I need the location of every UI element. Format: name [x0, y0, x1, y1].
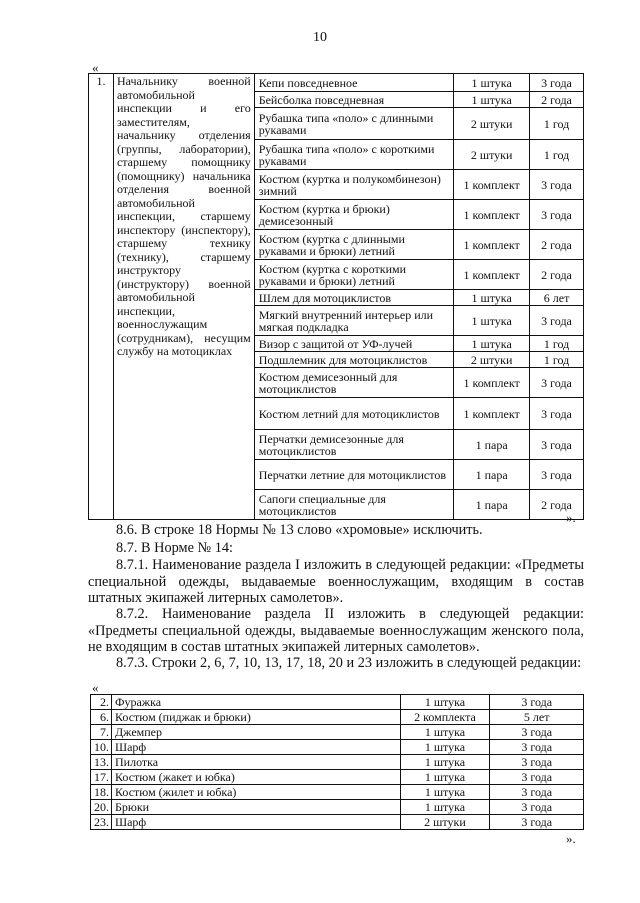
qty-cell: 2 штуки — [454, 140, 530, 170]
qty-cell: 1 штука — [454, 92, 530, 108]
item-cell: Шарф — [112, 815, 401, 830]
qty-cell: 1 штука — [400, 785, 490, 800]
row-number: 6. — [91, 710, 112, 725]
term-cell: 2 года — [530, 490, 584, 520]
item-cell: Костюм (куртка и брюки) демисезонный — [254, 200, 453, 230]
row-number: 13. — [91, 755, 112, 770]
term-cell: 3 года — [530, 200, 584, 230]
row-number: 20. — [91, 800, 112, 815]
item-cell: Брюки — [112, 800, 401, 815]
quote-open: « — [92, 680, 99, 695]
qty-cell: 1 штука — [400, 800, 490, 815]
term-cell: 1 год — [530, 352, 584, 368]
item-cell: Фуражка — [112, 695, 401, 710]
term-cell: 2 года — [530, 230, 584, 260]
qty-cell: 1 штука — [454, 336, 530, 352]
item-cell: Рубашка типа «поло» с короткими рукавами — [254, 140, 453, 170]
item-cell: Рубашка типа «поло» с длинными рукавами — [254, 108, 453, 140]
qty-cell: 2 штуки — [454, 352, 530, 368]
item-cell: Джемпер — [112, 725, 401, 740]
term-cell: 2 года — [530, 260, 584, 290]
item-cell: Костюм (жилет и юбка) — [112, 785, 401, 800]
term-cell: 3 года — [530, 460, 584, 490]
term-cell: 3 года — [530, 170, 584, 200]
term-cell: 1 год — [530, 336, 584, 352]
term-cell: 3 года — [490, 740, 584, 755]
qty-cell: 1 штука — [454, 290, 530, 306]
item-cell: Костюм демисезонный для мотоциклистов — [254, 368, 453, 398]
qty-cell: 1 пара — [454, 460, 530, 490]
item-cell: Костюм (куртка с длинными рукавами и брюки) летний — [254, 230, 453, 260]
term-cell: 3 года — [490, 755, 584, 770]
qty-cell: 1 комплект — [454, 230, 530, 260]
row-number: 17. — [91, 770, 112, 785]
paragraph-8-6: 8.6. В строке 18 Нормы № 13 слово «хромовые» исключить. — [116, 522, 483, 538]
item-cell: Бейсболка повседневная — [254, 92, 453, 108]
replacement-rows-table — [90, 694, 584, 830]
term-cell: 3 года — [490, 815, 584, 830]
paragraph-8-7-3: 8.7.3. Строки 2, 6, 7, 10, 13, 17, 18, 20 и 23 изложить в следующей редакции: — [116, 655, 582, 671]
row-number: 10. — [91, 740, 112, 755]
item-cell: Подшлемник для мотоциклистов — [254, 352, 453, 368]
term-cell: 6 лет — [530, 290, 584, 306]
term-cell: 2 года — [530, 92, 584, 108]
qty-cell: 1 штука — [454, 74, 530, 92]
term-cell: 3 года — [530, 398, 584, 430]
item-cell: Пилотка — [112, 755, 401, 770]
qty-cell: 1 штука — [400, 770, 490, 785]
term-cell: 5 лет — [490, 710, 584, 725]
item-cell: Кепи повседневное — [254, 74, 453, 92]
clothing-norms-table — [88, 73, 584, 520]
item-cell: Костюм (куртка с короткими рукавами и брюки) летний — [254, 260, 453, 290]
term-cell: 3 года — [530, 368, 584, 398]
quote-close: ». — [566, 831, 576, 846]
qty-cell: 1 комплект — [454, 200, 530, 230]
item-cell: Костюм (куртка и полукомбинезон) зимний — [254, 170, 453, 200]
quote-open: « — [92, 60, 99, 75]
qty-cell: 1 комплект — [454, 260, 530, 290]
item-cell: Костюм (жакет и юбка) — [112, 770, 401, 785]
term-cell: 3 года — [490, 785, 584, 800]
page-number: 10 — [313, 30, 327, 45]
item-cell: Шлем для мотоциклистов — [254, 290, 453, 306]
term-cell: 3 года — [490, 800, 584, 815]
qty-cell: 1 комплект — [454, 170, 530, 200]
item-cell: Визор с защитой от УФ-лучей — [254, 336, 453, 352]
paragraph-8-7-1: 8.7.1. Наименование раздела I изложить в следующей редакции: «Предметы специальной одежды, выдаваемые военнослужащим, входящим в состав штатных экипажей литерных самолетов». — [88, 557, 584, 606]
row-number: 1. — [89, 74, 114, 520]
qty-cell: 1 комплект — [454, 398, 530, 430]
item-cell: Костюм (пиджак и брюки) — [112, 710, 401, 725]
row-number: 23. — [91, 815, 112, 830]
qty-cell: 1 пара — [454, 490, 530, 520]
term-cell: 3 года — [490, 770, 584, 785]
qty-cell: 2 комплекта — [400, 710, 490, 725]
term-cell: 3 года — [490, 695, 584, 710]
qty-cell: 2 штуки — [400, 815, 490, 830]
paragraph-8-7: 8.7. В Норме № 14: — [116, 540, 233, 556]
term-cell: 3 года — [530, 74, 584, 92]
term-cell: 3 года — [530, 430, 584, 460]
qty-cell: 1 штука — [400, 725, 490, 740]
row-number: 2. — [91, 695, 112, 710]
qty-cell: 1 штука — [400, 755, 490, 770]
quote-close: ». — [566, 510, 576, 525]
paragraph-8-7-2: 8.7.2. Наименование раздела II изложить в следующей редакции: «Предметы специальной одежды, выдаваемые военнослужащим женского пола, не входящим в состав штатных экипажей литерных самолетов». — [88, 606, 584, 655]
recipient-cell: Начальнику военной автомобильной инспекции и его заместителям, начальнику отделения (группы, лаборатории), старшему помощнику (помощнику) начальника отделения военной автомобильной инспекции, старшему инспектору (инспектору), старшему технику (технику), старшему инструктору (инструктору) военной автомобильной инспекции, военнослужащим (сотрудникам), несущим службу на мотоциклах — [113, 74, 254, 520]
qty-cell: 1 штука — [454, 306, 530, 336]
term-cell: 3 года — [490, 725, 584, 740]
item-cell: Костюм летний для мотоциклистов — [254, 398, 453, 430]
qty-cell: 2 штуки — [454, 108, 530, 140]
term-cell: 1 год — [530, 108, 584, 140]
qty-cell: 1 комплект — [454, 368, 530, 398]
item-cell: Перчатки летние для мотоциклистов — [254, 460, 453, 490]
qty-cell: 1 штука — [400, 695, 490, 710]
item-cell: Шарф — [112, 740, 401, 755]
term-cell: 3 года — [530, 306, 584, 336]
qty-cell: 1 штука — [400, 740, 490, 755]
item-cell: Перчатки демисезонные для мотоциклистов — [254, 430, 453, 460]
term-cell: 1 год — [530, 140, 584, 170]
qty-cell: 1 пара — [454, 430, 530, 460]
row-number: 7. — [91, 725, 112, 740]
row-number: 18. — [91, 785, 112, 800]
item-cell: Сапоги специальные для мотоциклистов — [254, 490, 453, 520]
item-cell: Мягкий внутренний интерьер или мягкая подкладка — [254, 306, 453, 336]
